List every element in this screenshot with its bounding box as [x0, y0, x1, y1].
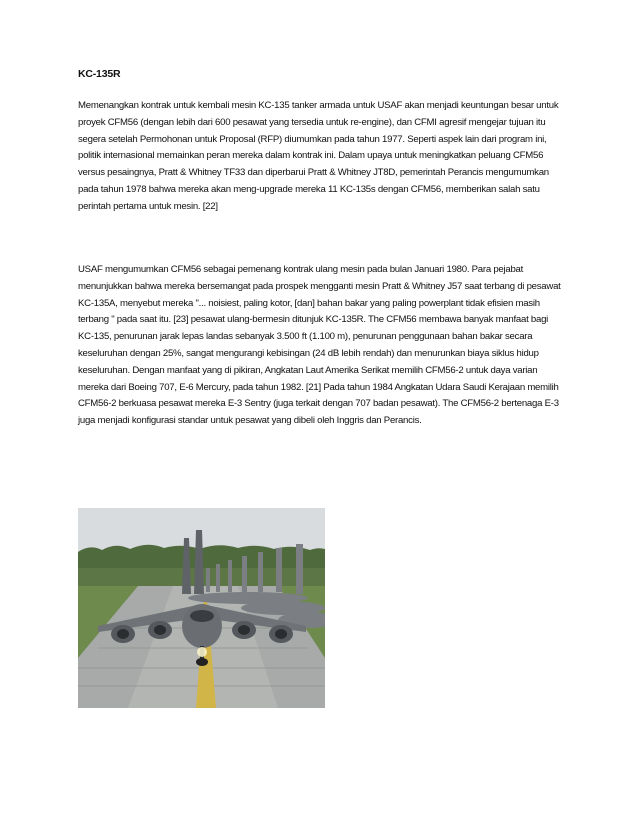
aircraft-photo [78, 508, 325, 708]
section-heading: KC-135R [78, 68, 121, 80]
aircraft-photo-image [78, 508, 325, 708]
paragraph-2: USAF mengumumkan CFM56 sebagai pemenang kontrak ulang mesin pada bulan Januari 1980. Para pejabat menunjukkan bahwa mereka bersemangat pada prospek mengganti mesin Pratt & Whitney J57 saat terbang di pesawat KC-135A, menyebut mereka "... noisiest, paling kotor, [dan] bahan bakar yang paling powerplant tidak efisien masih terbang " pada saat itu. [23] pesawat ulang-bermesin ditunjuk KC-135R. The CFM56 membawa banyak manfaat bagi KC-135, penurunan jarak lepas landas sebanyak 3.500 ft (1.100 m), penurunan penggunaan bahan bakar secara keseluruhan dengan 25%, sangat mengurangi kebisingan (24 dB lebih rendah) dan menurunkan biaya siklus hidup keseluruhan. Dengan manfaat yang di pikiran, Angkatan Laut Amerika Serikat memilih CFM56-2 untuk daya varian mereka dari Boeing 707, E-6 Mercury, pada tahun 1982. [21] Pada tahun 1984 Angkatan Udara Saudi Kerajaan memilih CFM56-2 berkuasa pesawat mereka E-3 Sentry (juga terkait dengan 707 badan pesawat). The CFM56-2 bertenaga E-3 juga menjadi konfigurasi standar untuk pesawat yang dibeli oleh Inggris dan Perancis. [78, 264, 561, 427]
paragraph-1: Memenangkan kontrak untuk kembali mesin KC-135 tanker armada untuk USAF akan menjadi keuntungan besar untuk proyek CFM56 (dengan lebih dari 600 pesawat yang tersedia untuk re-engine), dan CFMI agresif mengejar tujuan itu segera setelah Permohonan untuk Proposal (RFP) diumumkan pada tahun 1977. Seperti aspek lain dari program ini, politik internasional memainkan peran mereka dalam kontrak ini. Dalam upaya untuk meningkatkan peluang CFM56 versus pesaingnya, Pratt & Whitney TF33 dan diperbarui Pratt & Whitney JT8D, pemerintah Perancis mengumumkan pada tahun 1978 bahwa mereka akan meng-upgrade mereka 11 KC-135s dengan CFM56, memberikan salah satu perintah pertama untuk mesin. [22] [78, 100, 559, 212]
